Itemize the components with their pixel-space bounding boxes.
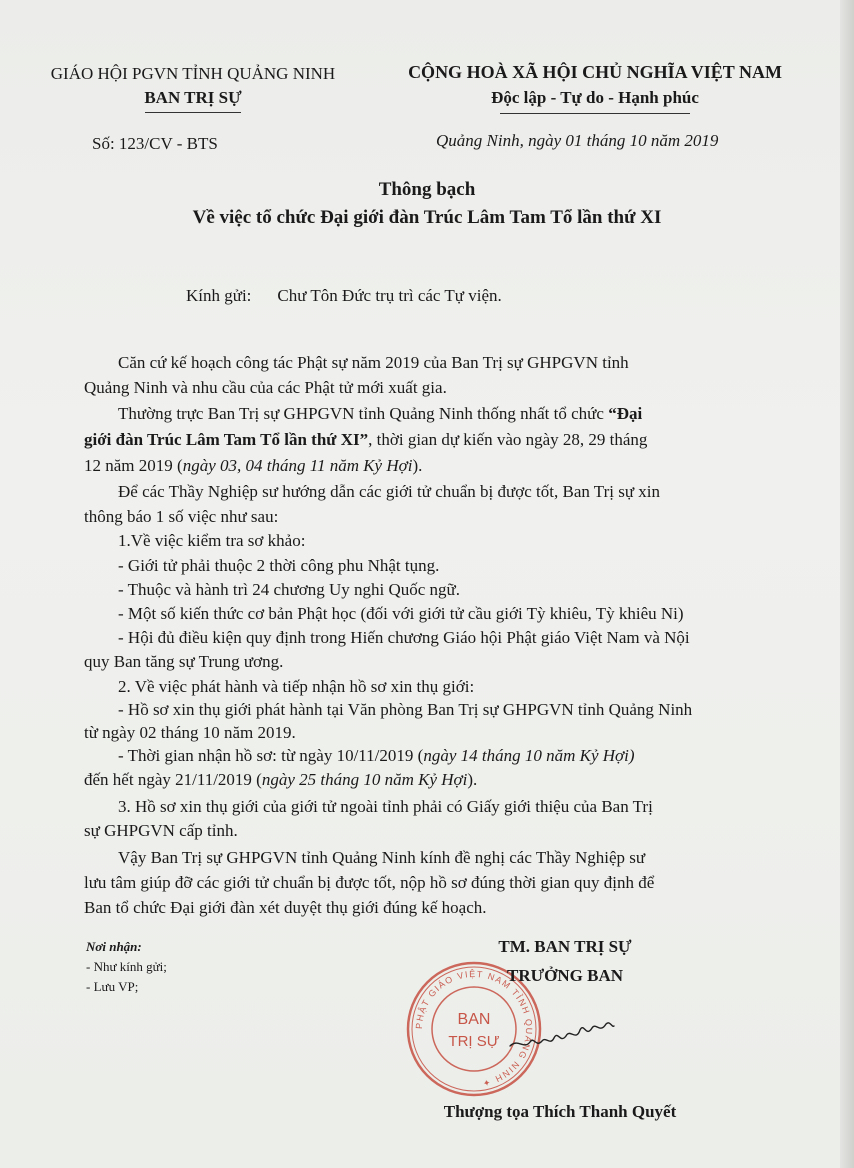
body-text: 12 năm 2019 (: [84, 456, 183, 475]
page-edge-shadow: [840, 0, 854, 1168]
body-text: ).: [412, 456, 423, 475]
seal-center-line2: TRỊ SỰ: [448, 1033, 500, 1050]
body-italic-text: ngày 03, 04 tháng 11 năm Kỷ Hợi: [182, 456, 413, 475]
body-text: ).: [467, 770, 478, 789]
recipient-label: Kính gửi:: [186, 286, 252, 305]
body-text: - Thời gian nhận hồ sơ: từ ngày 10/11/2019 (: [118, 746, 424, 765]
list-item: [118, 746, 634, 766]
document-subject: Về việc tổ chức Đại giới đàn Trúc Lâm Tam Tổ lần thứ XI: [192, 207, 662, 228]
body-bold-text: “Đại: [608, 404, 643, 423]
list-item: - Thuộc và hành trì 24 chương Uy nghi Quốc ngữ.: [118, 580, 461, 599]
list-item: - Giới tử phải thuộc 2 thời công phu Nhật tụng.: [118, 556, 440, 575]
body-line: [84, 456, 422, 476]
distribution-item: - Như kính gửi;: [86, 959, 167, 974]
motto-underline: [500, 113, 690, 114]
issuer-org: GIÁO HỘI PGVN TỈNH QUẢNG NINH: [50, 64, 336, 83]
body-line: Để các Thầy Nghiệp sư hướng dẫn các giới tử chuẩn bị được tốt, Ban Trị sự xin: [118, 482, 661, 501]
list-item-continuation: từ ngày 02 tháng 10 năm 2019.: [84, 723, 296, 742]
seal-center-line1: BAN: [457, 1011, 491, 1028]
issuer-block: [28, 62, 358, 113]
issuer-underline: [145, 112, 241, 113]
section-heading: 2. Về việc phát hành và tiếp nhận hồ sơ xin thụ giới:: [118, 677, 475, 696]
body-bold-text: giới đàn Trúc Lâm Tam Tổ lần thứ XI”: [84, 430, 369, 449]
svg-text:PHẬT GIÁO VIỆT NAM TỈNH QUẢNG: PHẬT GIÁO VIỆT NAM TỈNH QUẢNG NINH ✦: [413, 968, 535, 1089]
distribution-label: Nơi nhận:: [86, 939, 142, 954]
national-motto: Độc lập - Tự do - Hạnh phúc: [491, 88, 699, 107]
body-line: [118, 404, 642, 424]
body-line: Căn cứ kế hoạch công tác Phật sự năm 2019 của Ban Trị sự GHPGVN tỉnh: [118, 353, 629, 372]
signatory-position: TRƯỞNG BAN: [506, 966, 623, 985]
body-line: Vậy Ban Trị sự GHPGVN tỉnh Quảng Ninh kính đề nghị các Thầy Nghiệp sư: [118, 848, 646, 867]
body-line: Ban tổ chức Đại giới đàn xét duyệt thụ giới đúng kế hoạch.: [84, 898, 487, 917]
list-item-continuation: quy Ban tăng sự Trung ương.: [84, 652, 284, 671]
body-italic-text: ngày 25 tháng 10 năm Kỷ Hợi: [261, 770, 468, 789]
body-text: đến hết ngày 21/11/2019 (: [84, 770, 262, 789]
national-header: [390, 60, 800, 114]
list-item: - Hồ sơ xin thụ giới phát hành tại Văn phòng Ban Trị sự GHPGVN tỉnh Quảng Ninh: [118, 700, 693, 719]
body-text: Thường trực Ban Trị sự GHPGVN tỉnh Quảng Ninh thống nhất tổ chức: [118, 404, 609, 423]
distribution-list: [86, 937, 167, 997]
body-line: lưu tâm giúp đỡ các giới tử chuẩn bị được tốt, nộp hồ sơ đúng thời gian quy định để: [84, 873, 655, 892]
distribution-item: - Lưu VP;: [86, 979, 139, 994]
body-line: [84, 430, 647, 450]
list-item: - Một số kiến thức cơ bản Phật học (đối với giới tử cầu giới Tỳ khiêu, Tỳ khiêu Ni): [118, 604, 684, 623]
national-name: CỘNG HOÀ XÃ HỘI CHỦ NGHĨA VIỆT NAM: [408, 62, 782, 82]
issuer-dept: BAN TRỊ SỰ: [144, 88, 242, 107]
document-title: Thông bạch: [378, 179, 476, 200]
list-item-continuation: [84, 770, 477, 790]
section-heading: 1.Về việc kiểm tra sơ khảo:: [118, 531, 306, 550]
body-line: Quảng Ninh và nhu cầu của các Phật tử mới xuất gia.: [84, 378, 447, 397]
body-line: thông báo 1 số việc như sau:: [84, 507, 279, 526]
section-heading: 3. Hồ sơ xin thụ giới của giới tử ngoài tỉnh phải có Giấy giới thiệu của Ban Trị: [118, 797, 653, 816]
handwritten-signature: [506, 1008, 616, 1058]
recipient-value: Chư Tôn Đức trụ trì các Tự viện.: [277, 286, 502, 305]
signatory-on-behalf: TM. BAN TRỊ SỰ: [498, 937, 632, 956]
signatory-name: Thượng tọa Thích Thanh Quyết: [443, 1102, 677, 1121]
recipient-line: [186, 286, 502, 306]
document-number: Số: 123/CV - BTS: [92, 134, 218, 153]
list-item: - Hội đủ điều kiện quy định trong Hiến chương Giáo hội Phật giáo Việt Nam và Nội: [118, 628, 690, 647]
body-text: , thời gian dự kiến vào ngày 28, 29 tháng: [368, 430, 648, 449]
body-line: sự GHPGVN cấp tỉnh.: [84, 821, 238, 840]
body-italic-text: ngày 14 tháng 10 năm Kỷ Hợi): [423, 746, 635, 765]
document-date: Quảng Ninh, ngày 01 tháng 10 năm 2019: [436, 131, 719, 150]
